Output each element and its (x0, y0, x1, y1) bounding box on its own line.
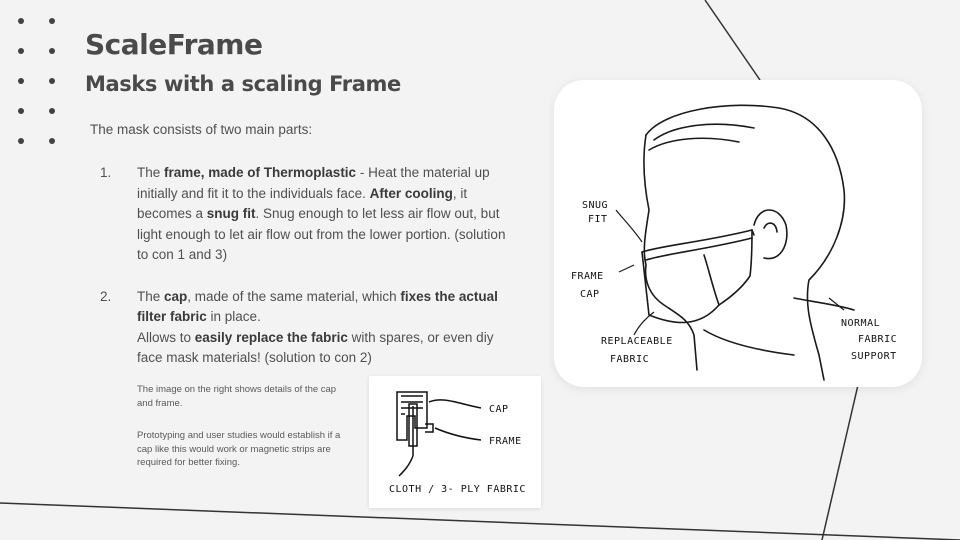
item-bold: frame, made of Thermoplastic (164, 165, 357, 180)
label-snug: SNUG (582, 200, 609, 211)
dot-grid-decoration (18, 15, 68, 150)
label-fabric: FABRIC (610, 354, 650, 365)
item-text: - Heat the material up initially and fit it to the individuals face. (137, 165, 490, 201)
item-text: The (137, 288, 165, 304)
list-number: 1. (100, 165, 112, 180)
label-cap: CAP (580, 289, 600, 300)
label-normal-fabric: FABRIC (858, 334, 898, 345)
parts-list (100, 163, 510, 390)
item-text: . Snug enough to let less air flow out, but light enough to let air flow out from the lower portion. (solution to con 1 and 3) (137, 206, 506, 262)
label-cap-detail: CAP (489, 404, 509, 415)
item-bold: fixes the actual filter fabric (137, 288, 498, 324)
label-frame: FRAME (571, 271, 604, 282)
label-fit: FIT (588, 214, 608, 225)
mask-sketch-drawing (554, 80, 922, 387)
item-bold: cap (164, 288, 188, 304)
label-replaceable: REPLACEABLE (601, 336, 673, 347)
item-text: with spares, or even diy face mask materials! (solution to con 2) (137, 329, 494, 365)
label-cloth: CLOTH / 3- PLY FABRIC (389, 484, 526, 495)
list-item-frame (100, 163, 510, 266)
label-frame-detail: FRAME (489, 436, 522, 447)
label-support: SUPPORT (851, 351, 897, 362)
note-prototyping: Prototyping and user studies would establish if a cap like this would work or magnetic strips are required for better fixing. (137, 430, 341, 468)
item-text: , it becomes a (137, 185, 468, 221)
mask-sketch-image (554, 80, 922, 387)
item-text: in place. (206, 309, 261, 324)
cap-detail-image (369, 376, 541, 508)
item-text: Allows to (137, 329, 195, 345)
list-number: 2. (100, 288, 112, 304)
item-bold: snug fit (206, 206, 256, 221)
page-subtitle: Masks with a scaling Frame (85, 72, 401, 96)
cap-detail-drawing (369, 376, 541, 508)
item-bold: After cooling (369, 185, 453, 201)
item-bold: easily replace the fabric (194, 329, 348, 345)
page-title: ScaleFrame (85, 28, 263, 61)
list-item-cap (100, 287, 510, 369)
label-normal: NORMAL (841, 318, 881, 329)
item-text: , made of the same material, which (187, 288, 401, 304)
note-image-description: The image on the right shows details of the cap and frame. (137, 384, 337, 409)
item-text: The (137, 165, 165, 180)
intro-text: The mask consists of two main parts: (90, 122, 313, 137)
